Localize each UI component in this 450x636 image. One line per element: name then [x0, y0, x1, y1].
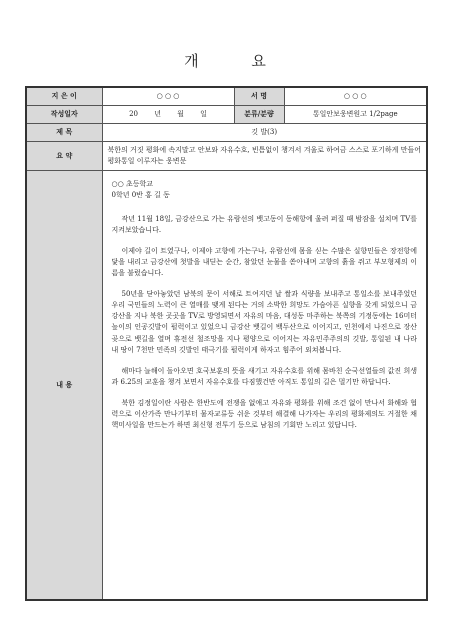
paragraph: 이제야 길이 트였구나, 이제야 고향에 가는구나, 유람선에 몸을 싣는 수많은 실향민들은 장전항에 닻을 내리고 금강산에 첫발을 내딛는 순간, 참았던 눈물을 쏟아내며 고향의 흙을 쥐고 부모형제의 이름을 불렀습니다.: [111, 246, 417, 278]
sign-label: 서 명: [234, 87, 284, 105]
speech-title: 깃 발(3): [102, 123, 427, 141]
author-value: ○ ○ ○: [102, 87, 234, 105]
title-label: 제 목: [26, 123, 102, 141]
content-body: [102, 170, 427, 600]
content-label: 내 용: [26, 170, 102, 600]
page-title: 개 요: [184, 52, 290, 70]
author-label: 지 은 이: [26, 87, 102, 105]
student-name: 0학년 0반 홍 길 동: [111, 190, 170, 199]
paragraph: 북한 김정일이란 사람은 한반도에 전쟁을 없애고 자유와 평화를 위해 조건 없이 만나서 화해와 협력으로 이산가족 만나기부터 물자교류등 쉬운 것부터 해결해 나가자는 우리의 평화제의도 거절한 채 핵미사일을 만드는가 하면 최신형 전투기 등으로 남침의 기회만 노리고 있답니다.: [111, 398, 417, 430]
category-label: 분류/분량: [234, 105, 284, 123]
paragraph: 해마다 늘해이 돌아오면 호국보훈의 뜻을 새기고 자유수호를 위해 몸바친 순국선열들의 값진 희생과 6.25의 교훈을 챙겨 보면서 자유수호를 다짐했건만 아직도 통일의 길은 멀기만 하답니다.: [111, 366, 417, 386]
date-label: 작성일자: [26, 105, 102, 123]
sign-value: ○ ○ ○: [284, 87, 427, 105]
paragraph: 작년 11월 18일, 금강산으로 가는 유람선의 뱃고동이 동해항에 울려 퍼질 때 밤잠을 설치며 TV를 지켜보았습니다.: [111, 214, 417, 234]
overview-table: [25, 86, 428, 601]
summary-text: 북한의 거짓 평화에 속지말고 안보와 자유수호, 빈틈없이 챙겨서 겨울로 하여금 스스로 포기하게 만들어 평화통일 이루자는 웅변문: [102, 141, 427, 170]
school-name: ○○ 초등학교: [111, 179, 153, 188]
category-value: 통일안보웅변원고 1/2page: [284, 105, 427, 123]
date-value: 20 년 월 일: [102, 105, 234, 123]
summary-label: 요 약: [26, 141, 102, 170]
paragraph: 50년을 닫아놓았던 남북의 문이 서해로 트여지던 날 쌀과 식량을 보내주고 통일소를 보내주었던 우리 국민들의 노력이 큰 열매를 맺게 된다는 거의 소박한 희망도 가슴아픈 실향을 갖게 되었으니 금강산을 지나 북한 곳곳을 TV로 방영되면서 자유의 마음, 대성동 마주하는 북쪽의 기정동에는 16미터 높이의 인공깃발이 펄럭이고 있었으니 금강산 뱃길이 백두산으로 이어지고, 인천에서 나진으로 장산곶으로 뱃길을 열며 휴전선 철조망을 지나 평양으로 이어지는 자유민주주의의 깃발, 통일된 내 나라 내 땅이 7천만 민족의 깃발인 태극기를 펄럭이게 하자고 힘주어 외쳐봅니다.: [111, 290, 417, 354]
